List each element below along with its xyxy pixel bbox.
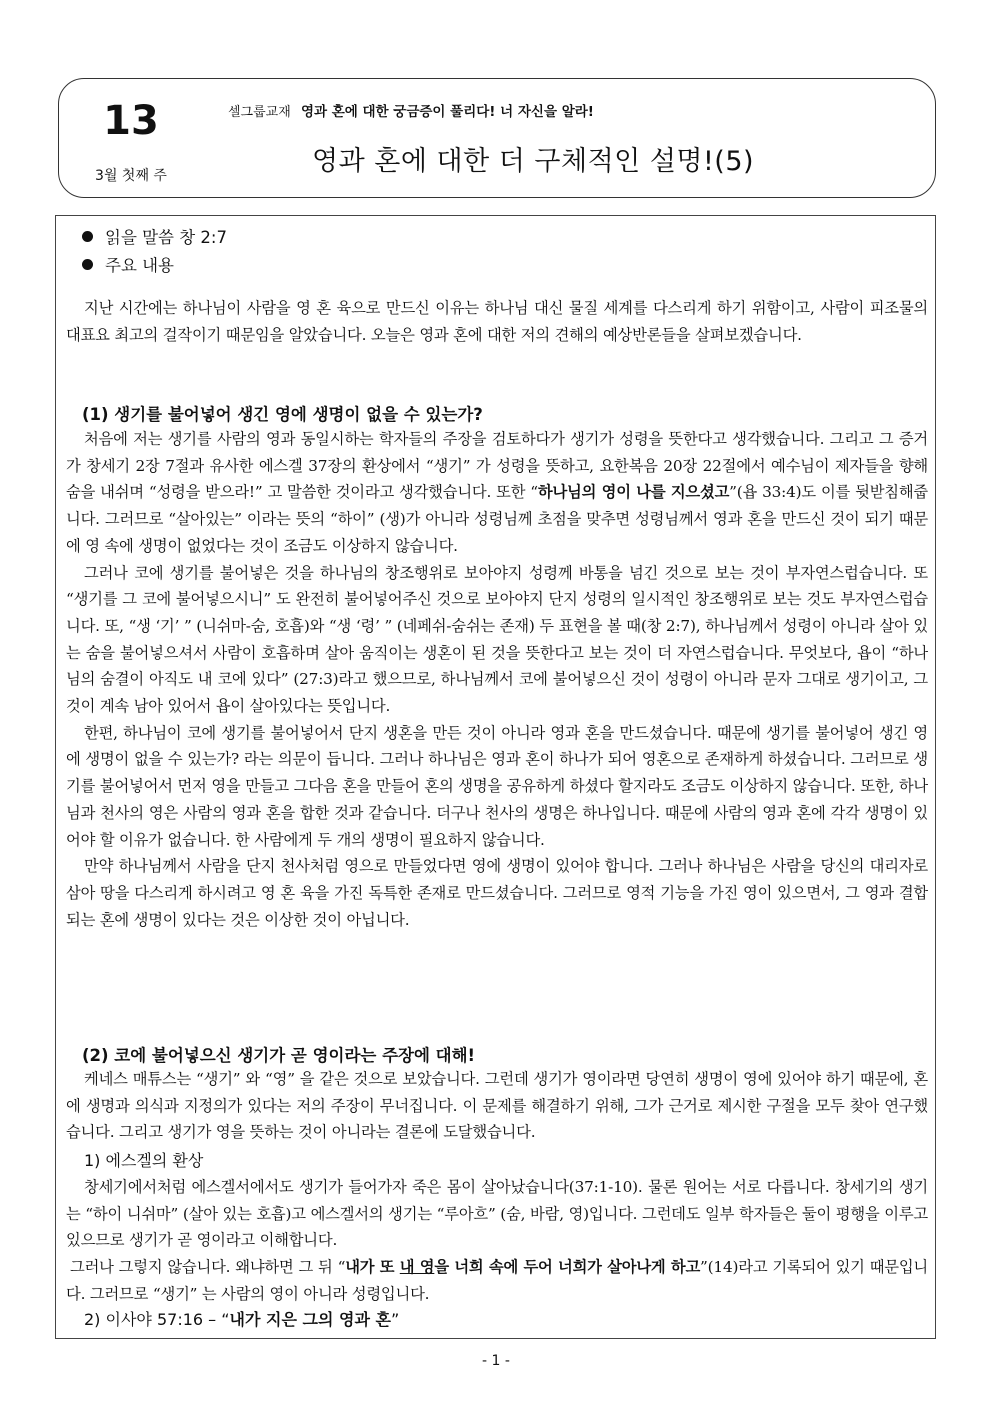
week-label: 3월 첫째 주 [95,168,167,184]
series-name: 영과 혼에 대한 궁금증이 풀리다! 너 자신을 알라! [300,104,594,120]
bullet-reading-text: 읽을 말씀 창 2:7 [105,228,227,247]
page-number: - 1 - [482,1353,510,1369]
section2-paragraph-3: 그러나 그렇지 않습니다. 왜냐하면 그 뒤 “내가 또 내 영을 너희 속에 두어 너희가 살아나게 하고”(14)라고 기록되어 있기 때문입니다. 그러므로 “생기” 는 사람의 영이 아니라 성령입니다. [66,1258,929,1303]
bullet-dot-icon [82,259,93,270]
section2-paragraph-1: 케네스 매튜스는 “생기” 와 “영” 을 같은 것으로 보았습니다. 그런데 생기가 영이라면 당연히 생명이 영에 있어야 하기 때문에, 혼에 생명과 의식과 지정의가 있다는 저의 주장이 무너집니다. 이 문제를 해결하기 위해, 그가 근거로 제시한 구절을 모두 찾아 연구했습니다. 그리고 생기가 영을 뜻하는 것이 아니라는 결론에 도달했습니다. [66,1070,928,1142]
section2-heading: (2) 코에 불어넣으신 생기가 곧 영이라는 주장에 대해! [82,1046,476,1065]
bullet-dot-icon [82,231,93,242]
section2-sub-1: 1) 에스겔의 환상 [84,1151,204,1170]
bullet-main-text: 주요 내용 [105,256,175,275]
intro-text: 지난 시간에는 하나님이 사람을 영 혼 육으로 만드신 이유는 하나님 대신 물질 세계를 다스리게 하기 위함이고, 사람이 피조물의 대표요 최고의 걸작이기 때문임을 알았습니다. 오늘은 영과 혼에 대한 저의 견해의 예상반론들을 살펴보겠습니다. [66,299,928,344]
section1-body [66,426,928,933]
section1-paragraph-1: 처음에 저는 생기를 사람의 영과 동일시하는 학자들의 주장을 검토하다가 생기가 성령을 뜻한다고 생각했습니다. 그리고 그 증거가 창세기 2장 7절과 유사한 에스겔 37장의 환상에서 “생기” 가 성령을 뜻하고, 요한복음 20장 22절에서 예수님이 제자들을 향해 숨을 내쉬며 “성령을 받으라!” 고 말씀한 것이라고 생각했습니다. 또한 “하나님의 영이 나를 지으셨고”(욥 33:4)도 이를 뒷받침해줍니다. 그러므로 “살아있는” 이라는 뜻의 “하이” (생)가 아니라 성령님께 초점을 맞추면 성령님께서 영과 혼을 만드신 것이 되기 때문에 영 속에 생명이 없었다는 것이 조금도 이상하지 않습니다. [66,430,928,555]
section2-sub-2: 2) 이사야 57:16 – “내가 지은 그의 영과 혼” [84,1310,400,1329]
header-box [58,78,936,198]
bullet-main [82,252,174,276]
lesson-number: 13 [103,98,159,144]
quote-bold: 하나님의 영이 나를 지으셨고 [537,483,730,502]
page-title: 영과 혼에 대한 더 구체적인 설명!(5) [312,146,755,177]
section1-heading: (1) 생기를 불어넣어 생긴 영에 생명이 없을 수 있는가? [82,405,483,424]
section2-body-2 [66,1174,928,1308]
intro-paragraph [66,295,928,348]
section1-paragraph-4: 만약 하나님께서 사람을 단지 천사처럼 영으로 만들었다면 영에 생명이 있어야 합니다. 그러나 하나님은 사람을 당신의 대리자로 삼아 땅을 다스리게 하시려고 영 혼 육을 가진 독특한 존재로 만드셨습니다. 그러므로 영적 기능을 가진 영이 있으면서, 그 영과 결합되는 혼에 생명이 있다는 것은 이상한 것이 아닙니다. [66,857,928,929]
underlined-bold: 내 영 [399,1258,435,1277]
section2-body-1 [66,1066,928,1146]
bullet-reading [82,224,227,248]
section1-paragraph-2: 그러나 코에 생기를 불어넣은 것을 하나님의 창조행위로 보아야지 성령께 바통을 넘긴 것으로 보는 것이 부자연스럽습니다. 또 “생기를 그 코에 불어넣으시니” 도 완전히 불어넣어주신 것으로 보아야지 단지 성령의 일시적인 창조행위로 보는 것도 부자연스럽습니다. 또, “생 ‘기’ ” (니쉬마-숨, 호흡)와 “생 ‘령’ ” (네페쉬-숨쉬는 존재) 두 표현을 볼 때(창 2:7), 하나님께서 성령이 아니라 살아 있는 숨을 불어넣으셔서 사람이 호흡하며 살아 움직이는 생혼이 된 것을 뜻한다고 보는 것이 더 자연스럽습니다. 무엇보다, 욥이 “하나님의 숨결이 아직도 내 코에 있다” (27:3)라고 했으므로, 하나님께서 코에 불어넣으신 것이 성령이 아니라 문자 그대로 생기이고, 그것이 계속 남아 있어서 욥이 살아있다는 뜻입니다. [66,563,928,716]
section2-paragraph-2: 창세기에서처럼 에스겔서에서도 생기가 들어가자 죽은 몸이 살아났습니다(37:1-10). 물론 원어는 서로 다릅니다. 창세기의 생기는 “하이 니쉬마” (살아 있는 호흡)고 에스겔서의 생기는 “루아흐” (숨, 바람, 영)입니다. 그런데도 일부 학자들은 둘이 평행을 이루고 있으므로 생기가 곧 영이라고 이해합니다. [66,1178,928,1250]
section1-paragraph-3: 한편, 하나님이 코에 생기를 불어넣어서 단지 생혼을 만든 것이 아니라 영과 혼을 만드셨습니다. 때문에 생기를 불어넣어 생긴 영에 생명이 없을 수 있는가? 라는 의문이 듭니다. 그러나 하나님은 영과 혼이 하나가 되어 영혼으로 존재하게 하셨습니다. 그러므로 생기를 불어넣어서 먼저 영을 만들고 그다음 혼을 만들어 혼의 생명을 공유하게 하셨다 할지라도 조금도 이상하지 않습니다. 또한, 하나님과 천사의 영은 사람의 영과 혼을 합한 것과 같습니다. 더구나 천사의 생명은 하나입니다. 때문에 사람의 영과 혼에 각각 생명이 있어야 할 이유가 없습니다. 한 사람에게 두 개의 생명이 필요하지 않습니다. [66,723,928,849]
series-label: 셀그룹교재 [228,105,291,120]
series-line [228,100,594,120]
